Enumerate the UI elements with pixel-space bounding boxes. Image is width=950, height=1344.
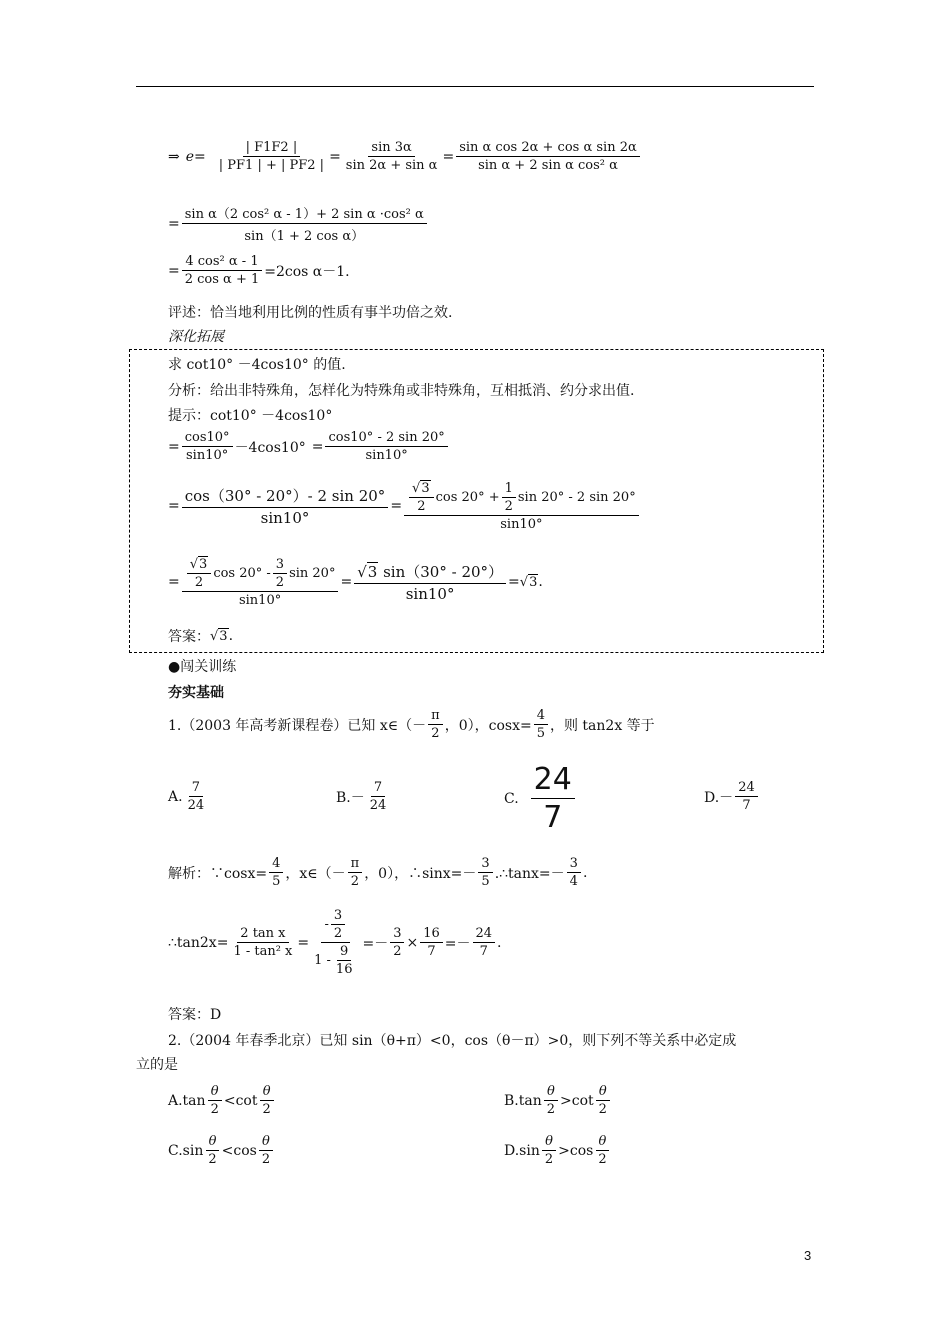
denominator: 4 bbox=[569, 874, 578, 889]
numerator: cos（30° - 20°）- 2 sin 20° bbox=[182, 485, 389, 508]
denominator: 7 bbox=[742, 798, 751, 813]
fraction-theta-over-2 bbox=[542, 1134, 556, 1167]
fraction-pi-over-2 bbox=[348, 856, 363, 889]
denominator: 24 bbox=[369, 798, 387, 813]
option-label: A. bbox=[168, 788, 183, 805]
numerator: θ bbox=[208, 1084, 222, 1101]
equals-sign: = bbox=[508, 574, 520, 590]
numerator: √ 3 sin（30° - 20°） bbox=[354, 561, 506, 584]
denominator: 5 bbox=[272, 874, 281, 889]
option-relation: <cos bbox=[221, 1142, 257, 1159]
section-train-heading: ●闯关训练 bbox=[168, 659, 237, 675]
denominator: 2 bbox=[598, 1102, 607, 1117]
denominator: 2 bbox=[598, 1152, 607, 1167]
tan2x-label: ∴tan2x= bbox=[168, 934, 229, 951]
numerator: √ 3 bbox=[409, 480, 434, 498]
numerator: sin α cos 2α + cos α sin 2α bbox=[456, 140, 640, 157]
numerator: 4 bbox=[534, 708, 548, 725]
denominator: sin α + 2 sin α cos² α bbox=[478, 158, 618, 173]
numerator: | F1F2 | bbox=[243, 140, 301, 157]
section-extend-heading: 深化拓展 bbox=[168, 329, 224, 345]
denominator: sin 2α + sin α bbox=[345, 158, 438, 173]
denominator: 2 bbox=[333, 926, 343, 941]
fraction-sqrt3-over-2 bbox=[409, 480, 434, 514]
answer-label: 答案： bbox=[168, 629, 210, 645]
fraction-24-over-7 bbox=[473, 926, 496, 959]
fraction-7-over-24 bbox=[185, 780, 208, 813]
equals-sign: = bbox=[168, 438, 180, 455]
denominator: 7 bbox=[543, 800, 563, 835]
stem-part: ，0），cosx= bbox=[444, 717, 532, 734]
denominator: 2 bbox=[431, 726, 440, 741]
denominator: sin（1 + 2 cos α） bbox=[244, 229, 365, 244]
q1-solution bbox=[168, 856, 587, 889]
equals-sign: = bbox=[442, 148, 455, 165]
fraction-4-over-5 bbox=[534, 708, 548, 741]
fraction-one-half bbox=[502, 481, 516, 514]
fraction-expand bbox=[456, 140, 640, 173]
q1-answer: 答案：D bbox=[168, 1007, 222, 1023]
sin20-terms: sin 20° - 2 sin 20° bbox=[517, 489, 636, 505]
equals-sign: = bbox=[168, 262, 180, 279]
q1-option-b[interactable] bbox=[336, 780, 391, 813]
option-label: A.tan bbox=[168, 1092, 206, 1109]
period: . bbox=[582, 864, 588, 881]
one-minus: 1 - bbox=[314, 953, 331, 968]
radicand: 3 bbox=[367, 563, 378, 581]
numerator: π bbox=[428, 708, 443, 725]
option-label: D.－ bbox=[704, 789, 734, 806]
q1-option-d[interactable] bbox=[704, 780, 760, 813]
cos20-minus: cos 20° - bbox=[213, 565, 271, 581]
sin-diff: sin（30° - 20°） bbox=[383, 563, 504, 581]
stem-part: ，则 tan2x 等于 bbox=[549, 717, 655, 734]
option-label: B.－ bbox=[336, 789, 365, 806]
numerator: sin 3α bbox=[368, 140, 414, 157]
q1-option-c[interactable] bbox=[504, 762, 577, 835]
denominator: 2 bbox=[350, 874, 360, 889]
denominator: 16 bbox=[335, 962, 353, 977]
equals-minus: =－ bbox=[444, 935, 471, 952]
option-label: B.tan bbox=[504, 1092, 542, 1109]
option-label: C. bbox=[504, 790, 519, 807]
fraction-step3-left bbox=[182, 556, 339, 608]
fraction-step3-right bbox=[354, 561, 506, 603]
denominator bbox=[311, 943, 360, 977]
numerator: 3 bbox=[331, 908, 345, 925]
period: . bbox=[497, 934, 502, 951]
box-answer bbox=[168, 626, 233, 646]
denominator: sin10° bbox=[500, 517, 543, 532]
cos20-plus: cos 20° + bbox=[435, 489, 500, 505]
fraction-sin3a bbox=[343, 140, 441, 173]
header-rule bbox=[136, 86, 814, 87]
option-relation: >cos bbox=[558, 1142, 594, 1159]
implies-symbol: ⇒ bbox=[168, 148, 180, 165]
numerator: 1 bbox=[502, 481, 516, 498]
fraction-9-over-16 bbox=[333, 944, 356, 977]
sin20-term: sin 20° bbox=[289, 565, 336, 581]
fraction-4-over-5 bbox=[269, 856, 283, 889]
solution-part: ，0），∴sinx=－ bbox=[364, 865, 477, 882]
q1-stem bbox=[168, 708, 655, 741]
period: . bbox=[228, 628, 234, 644]
numerator: 7 bbox=[189, 780, 203, 797]
minus-sign: - bbox=[324, 917, 329, 932]
equals-sign: = bbox=[329, 148, 341, 165]
fraction-theta-over-2 bbox=[259, 1084, 273, 1117]
fraction-step1-right bbox=[325, 430, 447, 463]
radicand: 3 bbox=[219, 629, 228, 644]
fraction-tan-double bbox=[230, 926, 295, 959]
numerator: 7 bbox=[371, 780, 385, 797]
numerator: θ bbox=[596, 1134, 610, 1151]
denominator: 1 - tan² x bbox=[233, 944, 293, 959]
fraction-step2 bbox=[182, 203, 427, 244]
denominator: | PF1 | + | PF2 | bbox=[218, 158, 325, 173]
numerator: 16 bbox=[420, 926, 443, 943]
solution-part: 解析：∵cosx= bbox=[168, 865, 268, 882]
denominator: 7 bbox=[427, 944, 436, 959]
period: . bbox=[538, 574, 543, 590]
q2-option-c[interactable] bbox=[168, 1134, 275, 1167]
q1-tan2x bbox=[168, 908, 502, 977]
fraction-3-over-4 bbox=[567, 856, 581, 889]
numerator: θ bbox=[206, 1134, 220, 1151]
numerator: cos10° bbox=[182, 430, 233, 447]
denominator: sin10° bbox=[365, 448, 408, 463]
equals-minus: =－ bbox=[362, 935, 389, 952]
equation-eccentricity bbox=[168, 140, 642, 173]
page-number: 3 bbox=[804, 1248, 812, 1263]
fraction-step2-left bbox=[182, 485, 389, 527]
fraction-pi-over-2 bbox=[428, 708, 443, 741]
equals-sign: = bbox=[168, 215, 180, 232]
numerator: 3 bbox=[478, 856, 492, 873]
radicand: 3 bbox=[199, 557, 208, 572]
equals-sign: = bbox=[297, 934, 310, 951]
numerator: θ bbox=[260, 1084, 274, 1101]
equals-sign: = bbox=[194, 148, 206, 165]
numerator bbox=[404, 480, 639, 516]
fraction-24-over-7 bbox=[531, 762, 575, 835]
box-question: 求 cot10° －4cos10° 的值. bbox=[168, 357, 346, 373]
option-relation: >cot bbox=[560, 1092, 594, 1109]
equals-sign: = bbox=[168, 574, 180, 590]
fraction-24-over-7 bbox=[735, 780, 758, 813]
q1-option-a[interactable] bbox=[168, 780, 209, 813]
denominator: 2 bbox=[417, 499, 426, 514]
comment-text: 评述：恰当地利用比例的性质有事半功倍之效. bbox=[168, 305, 453, 321]
denominator: 2 bbox=[546, 1102, 556, 1117]
q2-option-b[interactable] bbox=[504, 1084, 612, 1117]
numerator: 2 tan x bbox=[237, 926, 288, 943]
fraction-step2-right bbox=[404, 480, 639, 532]
radicand: 3 bbox=[421, 481, 430, 496]
denominator: sin10° bbox=[405, 585, 455, 603]
q2-option-d[interactable] bbox=[504, 1134, 612, 1167]
denominator: sin10° bbox=[260, 509, 310, 527]
numerator: 4 bbox=[269, 856, 283, 873]
numerator: 9 bbox=[337, 944, 351, 961]
times-sign: × bbox=[406, 934, 419, 951]
numerator: cos10° - 2 sin 20° bbox=[325, 430, 447, 447]
fraction-3-over-2 bbox=[390, 926, 404, 959]
denominator: 2 bbox=[504, 498, 513, 514]
fraction-cos10-sin10 bbox=[182, 430, 233, 463]
denominator: 2 bbox=[393, 944, 402, 959]
fraction-sqrt3-over-2 bbox=[187, 556, 212, 590]
numerator bbox=[321, 908, 350, 943]
fraction-theta-over-2 bbox=[259, 1134, 273, 1167]
sqrt3-answer: √ 3 bbox=[210, 629, 228, 644]
denominator: 2 bbox=[275, 574, 285, 590]
fraction-substituted bbox=[311, 908, 360, 977]
minus-term: －4cos10° bbox=[234, 439, 306, 456]
q2-stem-line2: 立的是 bbox=[136, 1057, 178, 1073]
box-step2 bbox=[168, 480, 641, 532]
numerator: 24 bbox=[735, 780, 758, 797]
fraction-f1f2 bbox=[216, 140, 327, 173]
fraction-theta-over-2 bbox=[205, 1134, 219, 1167]
section-basic-heading: 夯实基础 bbox=[168, 685, 224, 701]
fraction-16-over-7 bbox=[420, 926, 443, 959]
denominator: 7 bbox=[479, 944, 488, 959]
fraction-theta-over-2 bbox=[208, 1084, 222, 1117]
fraction-3-over-2 bbox=[331, 908, 345, 941]
fraction-7-over-24 bbox=[367, 780, 390, 813]
numerator: θ bbox=[259, 1134, 273, 1151]
equals-sign: = bbox=[390, 498, 403, 514]
numerator: θ bbox=[596, 1084, 610, 1101]
numerator: θ bbox=[542, 1134, 556, 1151]
numerator: √ 3 bbox=[187, 556, 212, 574]
solution-part: ，x∈（－ bbox=[285, 865, 346, 882]
option-label: C.sin bbox=[168, 1142, 204, 1159]
numerator: 3 bbox=[567, 856, 581, 873]
denominator: 2 cos α + 1 bbox=[184, 272, 260, 287]
equation-tail: =2cos α－1. bbox=[264, 263, 350, 280]
denominator: sin10° bbox=[238, 593, 282, 608]
box-hint: 提示：cot10° －4cos10° bbox=[168, 408, 333, 424]
q2-stem-line1: 2.（2004 年春季北京）已知 sin（θ+π）<0，cos（θ－π）>0，则下列不等关系中必定成 bbox=[168, 1033, 737, 1049]
numerator: π bbox=[348, 856, 363, 873]
equation-step3 bbox=[168, 254, 350, 287]
box-step3 bbox=[168, 556, 543, 608]
equals-sign: = bbox=[168, 498, 180, 514]
denominator: 24 bbox=[187, 798, 205, 813]
denominator: 5 bbox=[536, 726, 545, 741]
fraction-step3 bbox=[182, 254, 263, 287]
denominator: 2 bbox=[210, 1102, 219, 1117]
numerator bbox=[182, 556, 339, 592]
fraction-theta-over-2 bbox=[595, 1134, 609, 1167]
denominator: sin10° bbox=[186, 448, 229, 463]
denominator: 2 bbox=[544, 1152, 554, 1167]
sqrt3-result: √ 3 bbox=[519, 575, 538, 590]
numerator: 3 bbox=[390, 926, 404, 943]
fraction-theta-over-2 bbox=[544, 1084, 558, 1117]
numerator: 24 bbox=[473, 926, 496, 943]
variable-e: e bbox=[185, 148, 195, 165]
denominator: 5 bbox=[481, 874, 490, 889]
numerator: sin α（2 cos² α - 1）+ 2 sin α ·cos² α bbox=[182, 203, 427, 224]
numerator: 4 cos² α - 1 bbox=[182, 254, 261, 271]
box-analysis: 分析：给出非特殊角，怎样化为特殊角或非特殊角，互相抵消、约分求出值. bbox=[168, 383, 635, 399]
denominator: 2 bbox=[261, 1152, 271, 1167]
radicand: 3 bbox=[529, 575, 538, 590]
denominator: 2 bbox=[208, 1152, 217, 1167]
equals-sign: = bbox=[311, 438, 324, 455]
equation-step2 bbox=[168, 203, 429, 244]
fraction-3-over-5 bbox=[478, 856, 492, 889]
denominator: 2 bbox=[194, 575, 204, 590]
option-label: D.sin bbox=[504, 1142, 540, 1159]
denominator: 2 bbox=[262, 1102, 271, 1117]
fraction-theta-over-2 bbox=[596, 1084, 610, 1117]
fraction-three-halves bbox=[273, 557, 287, 590]
q2-option-a[interactable] bbox=[168, 1084, 276, 1117]
stem-part: 1.（2003 年高考新课程卷）已知 x∈（－ bbox=[168, 717, 427, 734]
numerator: 24 bbox=[531, 762, 575, 799]
numerator: θ bbox=[544, 1084, 558, 1101]
option-relation: <cot bbox=[223, 1092, 258, 1109]
numerator: 3 bbox=[273, 557, 287, 574]
box-step1 bbox=[168, 430, 450, 463]
solution-part: .∴tanx=－ bbox=[494, 865, 565, 882]
equals-sign: = bbox=[340, 574, 353, 590]
